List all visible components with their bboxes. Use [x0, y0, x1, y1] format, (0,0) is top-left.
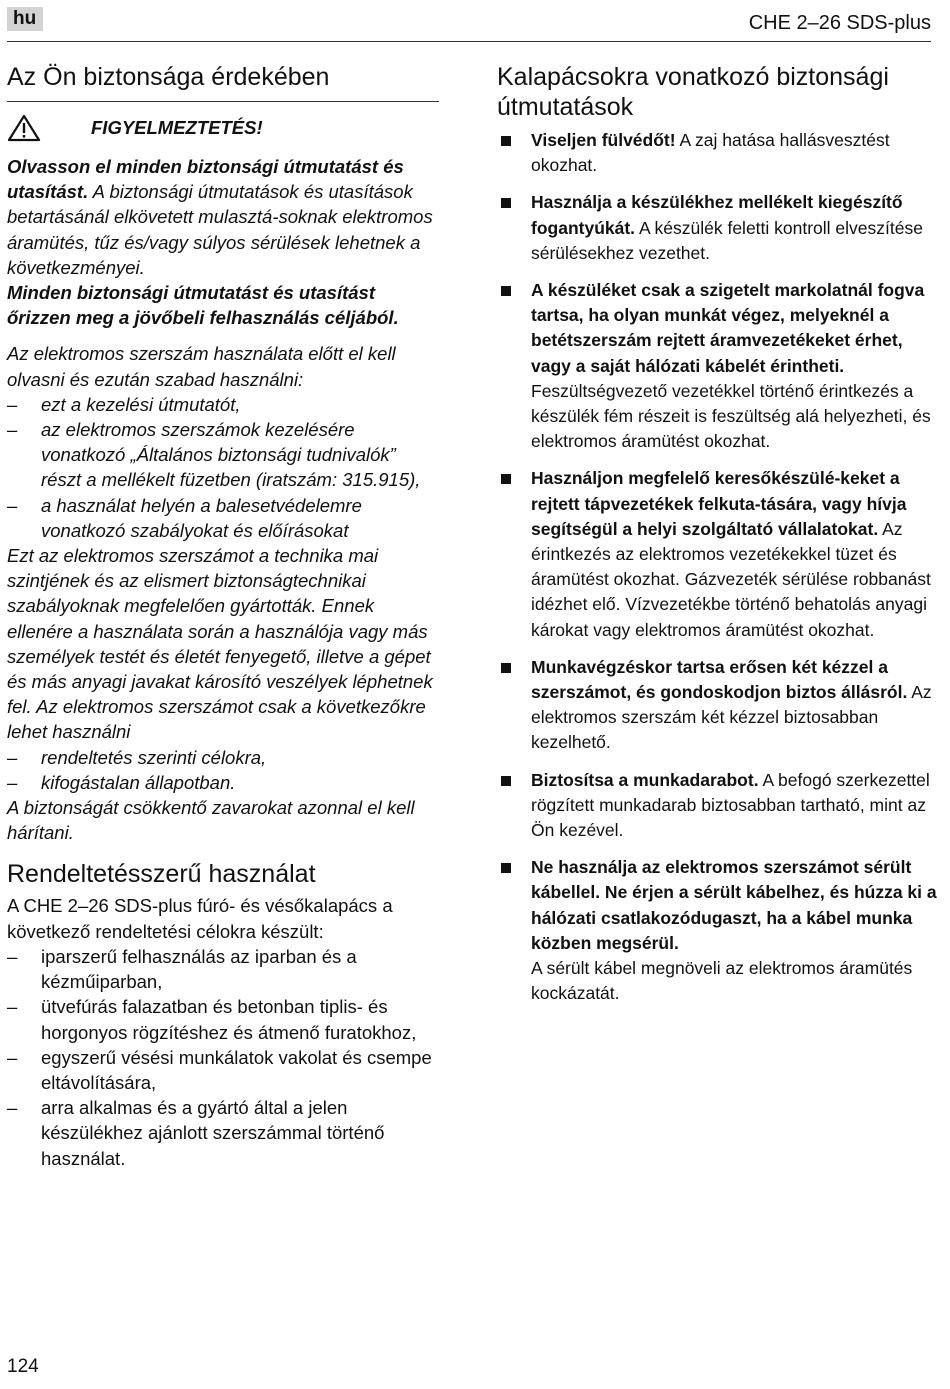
intro-paragraph [7, 154, 439, 330]
safety-title: Az Ön biztonsága érdekében [7, 63, 330, 91]
warning-label: FIGYELMEZTETÉS! [91, 117, 263, 138]
list-item: Használjon megfelelő keresőkészülé-keket a rejtett tápvezetékek felkuta-tására, vagy hívja segítségül a helyi szolgáltató vállalatokat. Az érintkezés az elektromos vezetékekkel tüzet és áramütést okozhat. Gázvezeték sérülése robbanást idézhet elő. Vízvezetékbe történő behatolás anyagi károkat vagy elektromos áramütést okozhat. [497, 466, 937, 642]
bullet-square-icon [501, 663, 511, 673]
list-item: A készüléket csak a szigetelt markolatnál fogva tartsa, ha olyan munkát végez, melyeknél a betétszerszám rejtett áramvezetékeket érhet, vagy a saját hálózati kábelét érintheti. Feszültségvezető vezetékkel történő érintkezés a készülék fém részeit is feszültség alá helyezheti, és elektromos áramütést okozhat. [497, 278, 937, 454]
list-item: Viseljen fülvédőt! A zaj hatása hallásvesztést okozhat. [497, 128, 937, 178]
left-column [7, 62, 439, 1171]
page-number: 124 [7, 1356, 39, 1377]
intended-use-title: Rendeltetésszerű használat [7, 860, 316, 889]
list-item: – ütvefúrás falazatban és betonban tiplis- és horgonyos rögzítéshez és átmenő furatokhoz, [7, 996, 417, 1043]
bullet-square-icon [501, 776, 511, 786]
model-name: CHE 2–26 SDS-plus [748, 12, 931, 34]
list-item: – rendeltetés szerinti célokra, [7, 746, 267, 768]
list-item: Munkavégzéskor tartsa erősen két kézzel a szerszámot, és gondoskodjon biztos állásról. Az elektromos szerszám két kézzel biztosabban kezelhető. [497, 655, 937, 756]
bullet-square-icon [501, 863, 511, 873]
intended-use-intro: A CHE 2–26 SDS-plus fúró- és vésőkalapács a következő rendeltetési célokra készült: [7, 895, 393, 942]
list-item: – a használat helyén a balesetvédelemre vonatkozó szabályokat és előírásokat [7, 494, 362, 541]
warning-row [7, 114, 439, 142]
fault-text: A biztonságát csökkentő zavarokat azonnal el kell hárítani. [7, 797, 415, 844]
list-item: Használja a készülékhez mellékelt kiegészítő fogantyúkát. A készülék feletti kontroll elveszítése sérülésekhez vezethet. [497, 190, 937, 266]
bullet-square-icon [501, 136, 511, 146]
language-badge: hu [7, 7, 43, 31]
read-before-text: Az elektromos szerszám használata előtt el kell olvasni és ezután szabad használni: [7, 343, 396, 390]
list-item: – iparszerű felhasználás az iparban és a kézműiparban, [7, 945, 357, 993]
keep-instructions: Minden biztonsági útmutatást és utasítást őrizzen meg a jövőbeli felhasználás céljából. [7, 282, 399, 329]
bullet-square-icon [501, 474, 511, 484]
list-item: – egyszerű vésési munkálatok vakolat és csempe eltávolítására, [7, 1046, 432, 1093]
list-item: – arra alkalmas és a gyártó által a jelen készülékhez ajánlott szerszámmal történő használat. [7, 1097, 385, 1169]
list-item: Ne használja az elektromos szerszámot sérült kábellel. Ne érjen a sérült kábelhez, és húzza ki a hálózati csatlakozódugaszt, ha a kábel munka közben megsérül. A sérült kábel megnöveli az elektromos áramütés kockázatát. [497, 855, 937, 1006]
list-item: – kifogástalan állapotban. [7, 771, 236, 793]
intro-text: A biztonsági útmutatások és utasítások betartásánál elkövetett mulasztá-soknak elektromos áramütés, tűz és/vagy súlyos sérülések lehetnek a következményei. [7, 181, 433, 278]
list-item: – ezt a kezelési útmutatót, [7, 393, 241, 415]
warning-triangle-icon [7, 114, 41, 142]
read-list [7, 392, 439, 543]
hammer-safety-title: Kalapácsokra vonatkozó biztonsági útmutatások [497, 63, 889, 121]
list-item: – az elektromos szerszámok kezelésére vonatkozó „Általános biztonsági tudnivalók” részt a mellékelt füzetben (iratszám: 315.915), [7, 419, 421, 491]
bullet-square-icon [501, 286, 511, 296]
right-column [497, 62, 937, 1019]
hammer-safety-list [497, 128, 937, 1007]
header-rule [7, 41, 931, 42]
list-item: Biztosítsa a munkadarabot. A befogó szerkezettel rögzített munkadarab biztosabban tartható, mint az Ön kezével. [497, 768, 937, 844]
intro-bold: Olvasson el minden biztonsági útmutatást és utasítást. [7, 156, 404, 203]
bullet-square-icon [501, 198, 511, 208]
use-list [7, 745, 439, 795]
built-text: Ezt az elektromos szerszámot a technika mai szintjének és az elismert biztonságtechnikai szabályoknak megfelelően gyártották. Ennek ellenére a használata során a használója vagy más személyek testét és életét fenyegető, illetve a gépet és más anyagi javakat károsító veszélyek léphetnek fel. Az elektromos szerszámot csak a következőkre lehet használni [7, 545, 433, 743]
intended-use-list [7, 944, 439, 1171]
title-rule [7, 101, 439, 102]
